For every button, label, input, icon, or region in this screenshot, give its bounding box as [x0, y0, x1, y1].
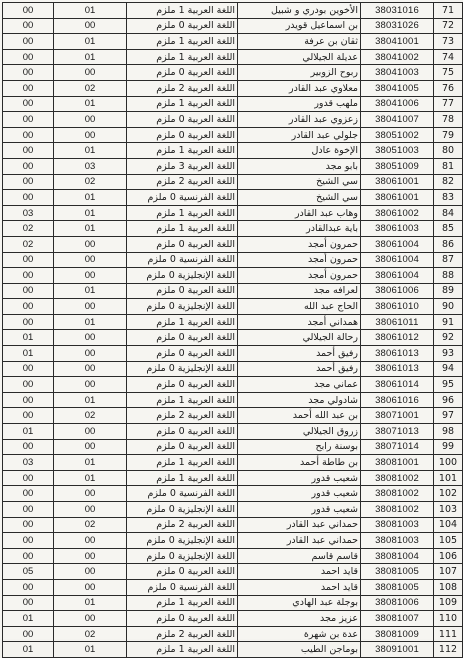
code-cell: 38031026 [361, 18, 434, 34]
column-b-cell: 00 [54, 564, 127, 580]
subject-cell: اللغة العربية 1 ملزم [127, 455, 238, 471]
data-table [2, 2, 463, 658]
row-number-cell: 105 [434, 533, 463, 549]
name-cell: عدة بن شهرة [238, 626, 361, 642]
table-row [3, 330, 463, 346]
table-row [3, 377, 463, 393]
column-a-cell: 00 [3, 486, 54, 502]
row-number-cell: 95 [434, 377, 463, 393]
column-a-cell: 00 [3, 408, 54, 424]
subject-cell: اللغة العربية 1 ملزم [127, 392, 238, 408]
table-row [3, 80, 463, 96]
column-a-cell: 00 [3, 252, 54, 268]
code-cell: 38061004 [361, 252, 434, 268]
table-row [3, 595, 463, 611]
table-row [3, 346, 463, 362]
name-cell: زعزوي عبد القادر [238, 112, 361, 128]
name-cell: شعيب قدور [238, 502, 361, 518]
row-number-cell: 75 [434, 65, 463, 81]
row-number-cell: 88 [434, 268, 463, 284]
table-row [3, 18, 463, 34]
column-b-cell: 00 [54, 346, 127, 362]
row-number-cell: 112 [434, 642, 463, 658]
column-a-cell: 00 [3, 80, 54, 96]
name-cell: عديلة الجيلالي [238, 49, 361, 65]
column-b-cell: 02 [54, 80, 127, 96]
code-cell: 38061013 [361, 346, 434, 362]
subject-cell: اللغة العربية 1 ملزم [127, 642, 238, 658]
table-row [3, 268, 463, 284]
column-a-cell: 00 [3, 392, 54, 408]
table-row [3, 455, 463, 471]
subject-cell: اللغة الإنجليزية 0 ملزم [127, 548, 238, 564]
column-b-cell: 00 [54, 112, 127, 128]
subject-cell: اللغة العربية 2 ملزم [127, 408, 238, 424]
column-a-cell: 00 [3, 517, 54, 533]
column-b-cell: 00 [54, 579, 127, 595]
row-number-cell: 78 [434, 112, 463, 128]
name-cell: قايد احمد [238, 579, 361, 595]
row-number-cell: 73 [434, 34, 463, 50]
table-row [3, 283, 463, 299]
column-a-cell: 00 [3, 548, 54, 564]
code-cell: 38041007 [361, 112, 434, 128]
column-a-cell: 00 [3, 299, 54, 315]
subject-cell: اللغة العربية 0 ملزم [127, 377, 238, 393]
table-row [3, 533, 463, 549]
name-cell: بابو مجد [238, 158, 361, 174]
table-row [3, 361, 463, 377]
code-cell: 38061013 [361, 361, 434, 377]
column-a-cell: 00 [3, 174, 54, 190]
subject-cell: اللغة العربية 2 ملزم [127, 517, 238, 533]
code-cell: 38091001 [361, 642, 434, 658]
row-number-cell: 72 [434, 18, 463, 34]
code-cell: 38031016 [361, 3, 434, 19]
code-cell: 38081001 [361, 455, 434, 471]
table-row [3, 3, 463, 19]
row-number-cell: 103 [434, 502, 463, 518]
code-cell: 38081002 [361, 486, 434, 502]
column-b-cell: 00 [54, 299, 127, 315]
code-cell: 38081005 [361, 579, 434, 595]
code-cell: 38061010 [361, 299, 434, 315]
column-a-cell: 00 [3, 377, 54, 393]
name-cell: رحالة الجيلالي [238, 330, 361, 346]
subject-cell: اللغة الفرنسية 0 ملزم [127, 190, 238, 206]
code-cell: 38081003 [361, 533, 434, 549]
name-cell: همداني أمجد [238, 314, 361, 330]
subject-cell: اللغة العربية 1 ملزم [127, 3, 238, 19]
column-a-cell: 01 [3, 611, 54, 627]
table-row [3, 96, 463, 112]
table-row [3, 143, 463, 159]
column-b-cell: 00 [54, 486, 127, 502]
name-cell: حمرون أمجد [238, 252, 361, 268]
row-number-cell: 80 [434, 143, 463, 159]
subject-cell: اللغة الإنجليزية 0 ملزم [127, 299, 238, 315]
table-row [3, 112, 463, 128]
table-row [3, 299, 463, 315]
column-a-cell: 00 [3, 49, 54, 65]
code-cell: 38061011 [361, 314, 434, 330]
column-b-cell: 03 [54, 158, 127, 174]
column-a-cell: 00 [3, 96, 54, 112]
table-row [3, 579, 463, 595]
column-b-cell: 01 [54, 642, 127, 658]
name-cell: بوماجن الطيب [238, 642, 361, 658]
row-number-cell: 82 [434, 174, 463, 190]
subject-cell: اللغة الإنجليزية 0 ملزم [127, 502, 238, 518]
table-row [3, 564, 463, 580]
subject-cell: اللغة العربية 1 ملزم [127, 49, 238, 65]
subject-cell: اللغة العربية 0 ملزم [127, 283, 238, 299]
row-number-cell: 108 [434, 579, 463, 595]
column-a-cell: 00 [3, 18, 54, 34]
subject-cell: اللغة العربية 0 ملزم [127, 65, 238, 81]
column-b-cell: 01 [54, 96, 127, 112]
row-number-cell: 101 [434, 470, 463, 486]
column-b-cell: 00 [54, 127, 127, 143]
name-cell: بن اسماعيل قويدر [238, 18, 361, 34]
column-b-cell: 00 [54, 18, 127, 34]
code-cell: 38081006 [361, 595, 434, 611]
row-number-cell: 89 [434, 283, 463, 299]
column-b-cell: 00 [54, 611, 127, 627]
code-cell: 38061014 [361, 377, 434, 393]
column-b-cell: 01 [54, 49, 127, 65]
column-b-cell: 00 [54, 65, 127, 81]
row-number-cell: 87 [434, 252, 463, 268]
name-cell: بوجلة عبد الهادي [238, 595, 361, 611]
subject-cell: اللغة العربية 1 ملزم [127, 143, 238, 159]
column-b-cell: 01 [54, 392, 127, 408]
table-row [3, 236, 463, 252]
column-b-cell: 01 [54, 205, 127, 221]
subject-cell: اللغة العربية 2 ملزم [127, 80, 238, 96]
name-cell: رفيق أحمد [238, 361, 361, 377]
name-cell: حمرون أمجد [238, 236, 361, 252]
table-row [3, 470, 463, 486]
subject-cell: اللغة العربية 1 ملزم [127, 314, 238, 330]
row-number-cell: 90 [434, 299, 463, 315]
column-a-cell: 00 [3, 470, 54, 486]
column-a-cell: 00 [3, 626, 54, 642]
code-cell: 38041001 [361, 34, 434, 50]
code-cell: 38061004 [361, 236, 434, 252]
table-row [3, 486, 463, 502]
column-a-cell: 00 [3, 127, 54, 143]
table-row [3, 502, 463, 518]
column-a-cell: 02 [3, 236, 54, 252]
code-cell: 38061002 [361, 205, 434, 221]
table-row [3, 626, 463, 642]
row-number-cell: 102 [434, 486, 463, 502]
table-row [3, 174, 463, 190]
name-cell: شعيب قدور [238, 486, 361, 502]
column-b-cell: 01 [54, 470, 127, 486]
column-b-cell: 02 [54, 174, 127, 190]
subject-cell: اللغة العربية 0 ملزم [127, 424, 238, 440]
row-number-cell: 109 [434, 595, 463, 611]
row-number-cell: 96 [434, 392, 463, 408]
subject-cell: اللغة العربية 0 ملزم [127, 18, 238, 34]
code-cell: 38051002 [361, 127, 434, 143]
column-b-cell: 00 [54, 533, 127, 549]
column-b-cell: 00 [54, 424, 127, 440]
column-b-cell: 01 [54, 595, 127, 611]
column-b-cell: 01 [54, 221, 127, 237]
row-number-cell: 84 [434, 205, 463, 221]
subject-cell: اللغة العربية 3 ملزم [127, 158, 238, 174]
name-cell: شعيب قدور [238, 470, 361, 486]
column-a-cell: 00 [3, 502, 54, 518]
table-body [3, 3, 463, 658]
subject-cell: اللغة العربية 1 ملزم [127, 96, 238, 112]
code-cell: 38041003 [361, 65, 434, 81]
column-a-cell: 00 [3, 361, 54, 377]
row-number-cell: 104 [434, 517, 463, 533]
name-cell: جلولي عبد القادر [238, 127, 361, 143]
code-cell: 38081003 [361, 517, 434, 533]
table-row [3, 34, 463, 50]
table-row [3, 408, 463, 424]
code-cell: 38041002 [361, 49, 434, 65]
column-a-cell: 00 [3, 268, 54, 284]
row-number-cell: 98 [434, 424, 463, 440]
subject-cell: اللغة الفرنسية 0 ملزم [127, 579, 238, 595]
column-b-cell: 00 [54, 502, 127, 518]
subject-cell: اللغة العربية 0 ملزم [127, 127, 238, 143]
code-cell: 38081009 [361, 626, 434, 642]
column-b-cell: 02 [54, 626, 127, 642]
column-a-cell: 00 [3, 314, 54, 330]
subject-cell: اللغة العربية 0 ملزم [127, 112, 238, 128]
column-b-cell: 00 [54, 268, 127, 284]
column-a-cell: 01 [3, 424, 54, 440]
subject-cell: اللغة العربية 0 ملزم [127, 346, 238, 362]
column-b-cell: 02 [54, 517, 127, 533]
column-b-cell: 00 [54, 252, 127, 268]
name-cell: باية عبدالقادر [238, 221, 361, 237]
code-cell: 38061004 [361, 268, 434, 284]
row-number-cell: 74 [434, 49, 463, 65]
row-number-cell: 91 [434, 314, 463, 330]
column-b-cell: 00 [54, 361, 127, 377]
row-number-cell: 77 [434, 96, 463, 112]
code-cell: 38061016 [361, 392, 434, 408]
column-b-cell: 01 [54, 283, 127, 299]
subject-cell: اللغة الإنجليزية 0 ملزم [127, 533, 238, 549]
subject-cell: اللغة العربية 1 ملزم [127, 34, 238, 50]
name-cell: عزيز مجد [238, 611, 361, 627]
row-number-cell: 79 [434, 127, 463, 143]
column-a-cell: 01 [3, 346, 54, 362]
subject-cell: اللغة العربية 0 ملزم [127, 439, 238, 455]
subject-cell: اللغة العربية 0 ملزم [127, 236, 238, 252]
subject-cell: اللغة الإنجليزية 0 ملزم [127, 361, 238, 377]
column-a-cell: 02 [3, 221, 54, 237]
subject-cell: اللغة الفرنسية 0 ملزم [127, 252, 238, 268]
code-cell: 38081007 [361, 611, 434, 627]
table-row [3, 221, 463, 237]
column-a-cell: 00 [3, 143, 54, 159]
column-a-cell: 05 [3, 564, 54, 580]
row-number-cell: 111 [434, 626, 463, 642]
row-number-cell: 76 [434, 80, 463, 96]
name-cell: بوسنة رابح [238, 439, 361, 455]
code-cell: 38061003 [361, 221, 434, 237]
column-b-cell: 02 [54, 408, 127, 424]
row-number-cell: 71 [434, 3, 463, 19]
code-cell: 38071014 [361, 439, 434, 455]
column-a-cell: 01 [3, 642, 54, 658]
column-b-cell: 01 [54, 190, 127, 206]
name-cell: سي الشيخ [238, 190, 361, 206]
column-a-cell: 00 [3, 533, 54, 549]
column-a-cell: 00 [3, 439, 54, 455]
name-cell: حمرون أمجد [238, 268, 361, 284]
subject-cell: اللغة العربية 2 ملزم [127, 174, 238, 190]
name-cell: لعرافه مجد [238, 283, 361, 299]
column-a-cell: 03 [3, 205, 54, 221]
table-row [3, 205, 463, 221]
subject-cell: اللغة العربية 0 ملزم [127, 611, 238, 627]
row-number-cell: 86 [434, 236, 463, 252]
column-b-cell: 00 [54, 330, 127, 346]
name-cell: الأخوين بودري و شبيل [238, 3, 361, 19]
table-row [3, 642, 463, 658]
row-number-cell: 92 [434, 330, 463, 346]
column-a-cell: 00 [3, 283, 54, 299]
code-cell: 38081005 [361, 564, 434, 580]
name-cell: ربوح الزوبير [238, 65, 361, 81]
row-number-cell: 93 [434, 346, 463, 362]
name-cell: ثقان بن عرفة [238, 34, 361, 50]
name-cell: الإخوة عادل [238, 143, 361, 159]
name-cell: بن عبد الله أحمد [238, 408, 361, 424]
code-cell: 38081002 [361, 470, 434, 486]
name-cell: حمداني عبد القادر [238, 517, 361, 533]
column-b-cell: 00 [54, 377, 127, 393]
code-cell: 38061001 [361, 190, 434, 206]
subject-cell: اللغة العربية 0 ملزم [127, 564, 238, 580]
name-cell: حمداني عبد القادر [238, 533, 361, 549]
table-row [3, 424, 463, 440]
name-cell: زروق الجيلالي [238, 424, 361, 440]
code-cell: 38061012 [361, 330, 434, 346]
column-b-cell: 01 [54, 143, 127, 159]
subject-cell: اللغة الإنجليزية 0 ملزم [127, 268, 238, 284]
column-b-cell: 01 [54, 455, 127, 471]
column-a-cell: 00 [3, 579, 54, 595]
name-cell: وهاب عبد القادر [238, 205, 361, 221]
code-cell: 38051003 [361, 143, 434, 159]
subject-cell: اللغة العربية 2 ملزم [127, 626, 238, 642]
row-number-cell: 85 [434, 221, 463, 237]
name-cell: قاسم قاسم [238, 548, 361, 564]
name-cell: معلاوي عبد القادر [238, 80, 361, 96]
column-a-cell: 00 [3, 112, 54, 128]
name-cell: شادولي مجد [238, 392, 361, 408]
column-a-cell: 00 [3, 3, 54, 19]
name-cell: بن طاطة أحمد [238, 455, 361, 471]
column-a-cell: 00 [3, 595, 54, 611]
code-cell: 38051009 [361, 158, 434, 174]
column-b-cell: 01 [54, 3, 127, 19]
column-a-cell: 01 [3, 330, 54, 346]
row-number-cell: 99 [434, 439, 463, 455]
subject-cell: اللغة العربية 1 ملزم [127, 205, 238, 221]
table-row [3, 548, 463, 564]
column-b-cell: 00 [54, 236, 127, 252]
code-cell: 38081004 [361, 548, 434, 564]
row-number-cell: 83 [434, 190, 463, 206]
row-number-cell: 81 [434, 158, 463, 174]
table-row [3, 127, 463, 143]
code-cell: 38071013 [361, 424, 434, 440]
code-cell: 38061001 [361, 174, 434, 190]
row-number-cell: 97 [434, 408, 463, 424]
subject-cell: اللغة العربية 1 ملزم [127, 221, 238, 237]
row-number-cell: 94 [434, 361, 463, 377]
column-a-cell: 03 [3, 455, 54, 471]
subject-cell: اللغة العربية 1 ملزم [127, 470, 238, 486]
name-cell: عماني مجد [238, 377, 361, 393]
subject-cell: اللغة الفرنسية 0 ملزم [127, 486, 238, 502]
subject-cell: اللغة العربية 1 ملزم [127, 595, 238, 611]
row-number-cell: 106 [434, 548, 463, 564]
column-b-cell: 00 [54, 548, 127, 564]
name-cell: الحاج عبد الله [238, 299, 361, 315]
table-row [3, 392, 463, 408]
table-row [3, 314, 463, 330]
code-cell: 38041006 [361, 96, 434, 112]
name-cell: ملهب قدور [238, 96, 361, 112]
table-row [3, 517, 463, 533]
table-row [3, 439, 463, 455]
table-row [3, 49, 463, 65]
table-row [3, 252, 463, 268]
code-cell: 38061006 [361, 283, 434, 299]
table-row [3, 158, 463, 174]
row-number-cell: 100 [434, 455, 463, 471]
code-cell: 38071001 [361, 408, 434, 424]
table-row [3, 190, 463, 206]
column-a-cell: 00 [3, 65, 54, 81]
column-a-cell: 00 [3, 190, 54, 206]
column-b-cell: 00 [54, 439, 127, 455]
name-cell: رفيق أحمد [238, 346, 361, 362]
column-b-cell: 01 [54, 314, 127, 330]
subject-cell: اللغة العربية 0 ملزم [127, 330, 238, 346]
name-cell: قايد احمد [238, 564, 361, 580]
row-number-cell: 107 [434, 564, 463, 580]
column-a-cell: 00 [3, 158, 54, 174]
table-row [3, 65, 463, 81]
row-number-cell: 110 [434, 611, 463, 627]
code-cell: 38041005 [361, 80, 434, 96]
column-a-cell: 00 [3, 34, 54, 50]
column-b-cell: 01 [54, 34, 127, 50]
name-cell: سي الشيخ [238, 174, 361, 190]
table-row [3, 611, 463, 627]
code-cell: 38081002 [361, 502, 434, 518]
